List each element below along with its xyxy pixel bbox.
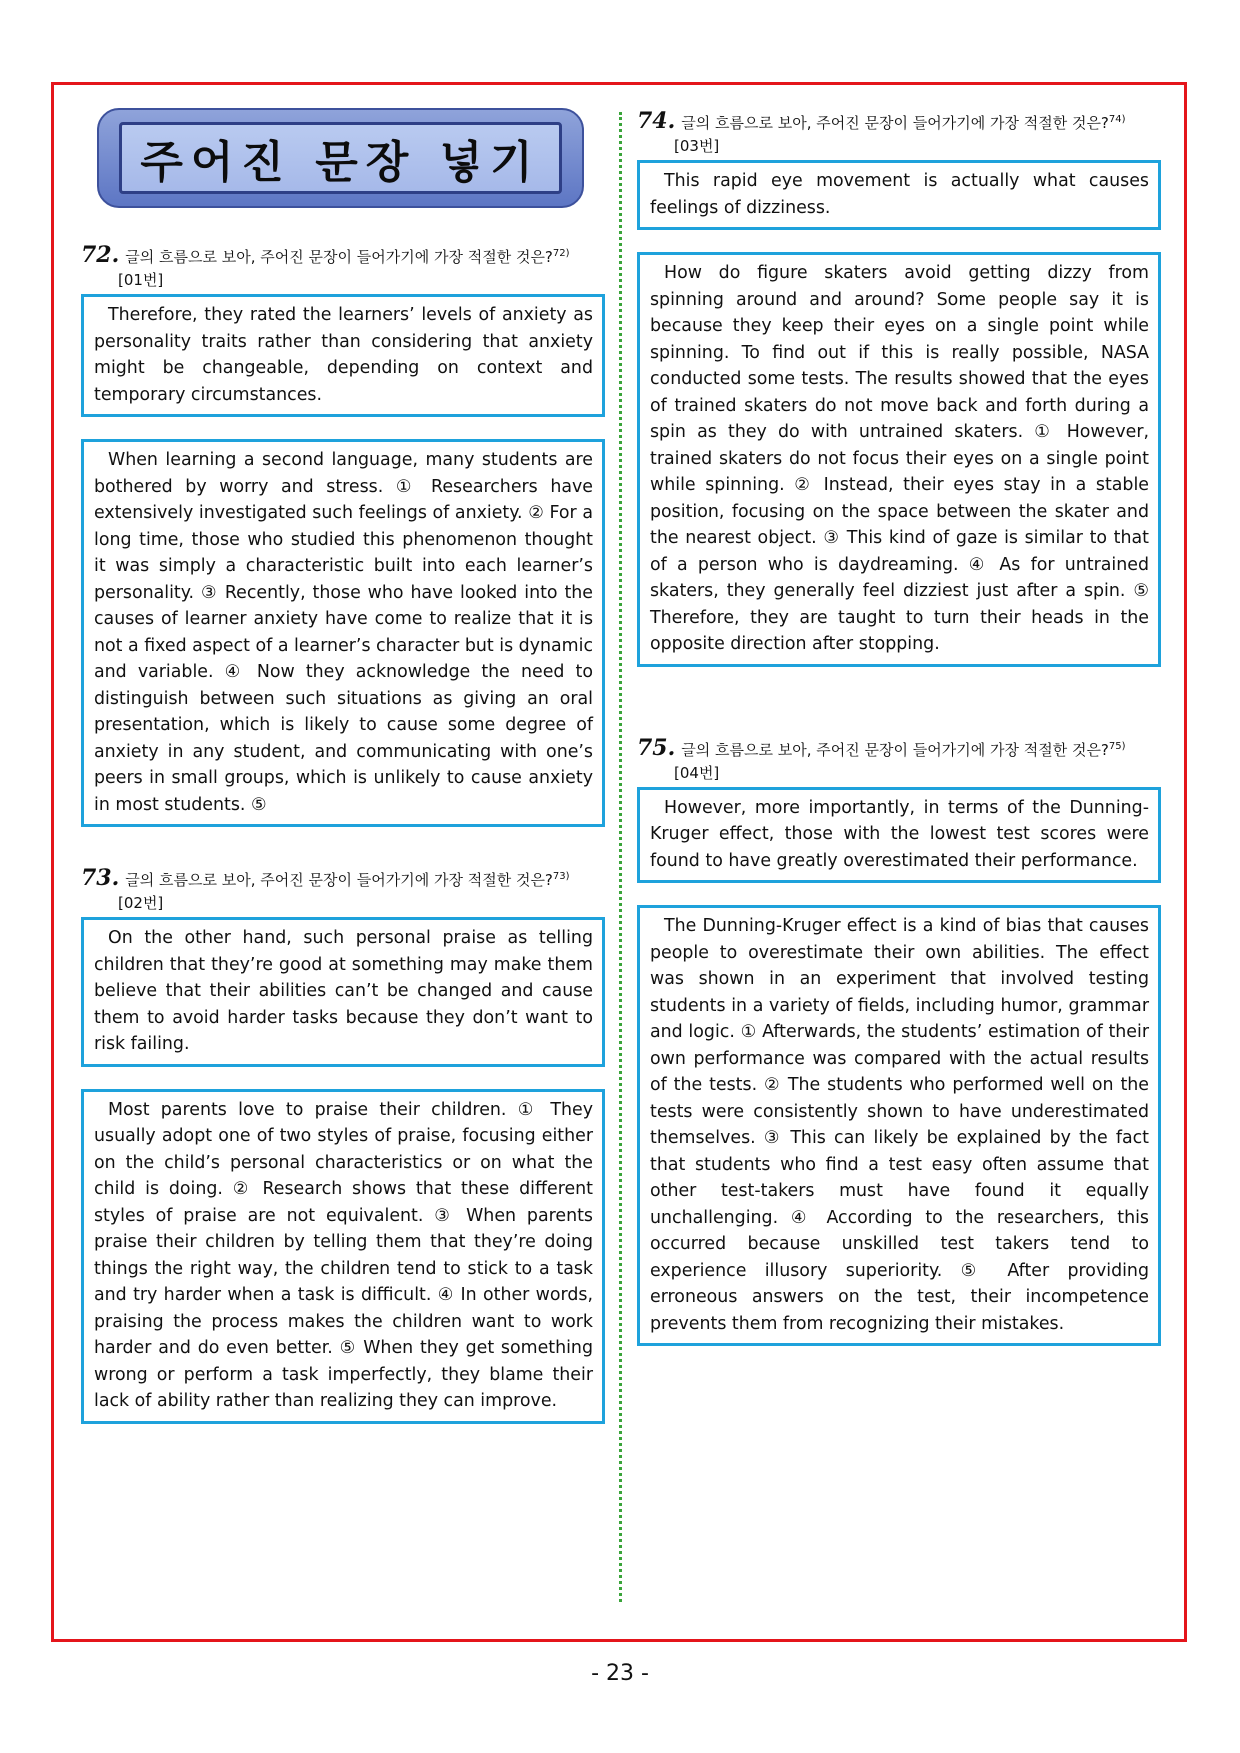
question-number: 74.: [637, 108, 676, 134]
question-prompt: 글의 흐름으로 보아, 주어진 문장이 들어가기에 가장 적절한 것은?$^{72)}$: [125, 248, 570, 266]
question-73: [81, 865, 605, 1424]
question-prompt: 글의 흐름으로 보아, 주어진 문장이 들어가기에 가장 적절한 것은?$^{74)}$: [681, 114, 1126, 132]
footnote-marker: 72): [552, 248, 570, 259]
left-column: [81, 108, 605, 1424]
question-72: [81, 242, 605, 827]
footnote-marker: 73): [552, 871, 570, 882]
footnote-marker: 74): [1108, 114, 1126, 125]
right-column: [637, 108, 1161, 1346]
page-number: - 23 -: [591, 1661, 649, 1686]
column-divider: [619, 112, 622, 1602]
question-number: 73.: [81, 865, 120, 891]
question-header: [81, 865, 605, 913]
given-sentence-box: However, more importantly, in terms of the Dunning-Kruger effect, those with the lowest test scores were found to have greatly overestimated their performance.: [637, 787, 1161, 884]
question-prompt: 글의 흐름으로 보아, 주어진 문장이 들어가기에 가장 적절한 것은?$^{75)}$: [681, 740, 1126, 759]
question-header: [81, 242, 605, 290]
question-prompt: 글의 흐름으로 보아, 주어진 문장이 들어가기에 가장 적절한 것은?$^{73)}$: [125, 871, 570, 889]
footnote-marker: 75): [1108, 740, 1126, 752]
question-source: [01번]: [118, 271, 164, 289]
passage-box: When learning a second language, many students are bothered by worry and stress. ① Researchers have extensively investigated such feelings of anxiety. ② For a long time, those who studied this phenomenon thought it was simply a characteristic built into each learner’s personality. ③ Recently, those who have looked into the causes of learner anxiety have come to realize that it is not a fixed aspect of a learner’s character but is dynamic and variable. ④ Now they acknowledge the need to distinguish between such situations as giving an oral presentation, which is likely to cause some degree of anxiety in any student, and communicating with one’s peers in small groups, which is unlikely to cause anxiety in most students. ⑤: [81, 439, 605, 827]
section-title-panel: [119, 122, 562, 194]
passage-box: Most parents love to praise their children. ① They usually adopt one of two styles of praise, focusing either on the child’s personal characteristics or on what the child is doing. ② Research shows that these different styles of praise are not equivalent. ③ When parents praise their children by telling them that they’re doing things the right way, the children tend to stick to a task and try harder when a task is difficult. ④ In other words, praising the process makes the children want to work harder and do even better. ⑤ When they get something wrong or perform a task imperfectly, they blame their lack of ability rather than realizing they can improve.: [81, 1089, 605, 1424]
question-74: [637, 108, 1161, 667]
question-number: 72.: [81, 242, 120, 268]
passage-box: How do figure skaters avoid getting dizzy from spinning around and around? Some people say it is because they keep their eyes on a single point while spinning. To find out if this is really possible, NASA conducted some tests. The results showed that the eyes of trained skaters do not move back and forth during a spin as they do with untrained skaters. ① However, trained skaters do not focus their eyes on a single point while spinning. ② Instead, their eyes stay in a stable position, focusing on the space between the skater and the nearest object. ③ This kind of gaze is similar to that of a person who is daydreaming. ④ As for untrained skaters, they generally feel dizziest just after a spin. ⑤ Therefore, they are taught to turn their heads in the opposite direction after stopping.: [637, 252, 1161, 667]
given-sentence-box: This rapid eye movement is actually what causes feelings of dizziness.: [637, 160, 1161, 230]
question-75: [637, 735, 1161, 1347]
given-sentence-box: Therefore, they rated the learners’ levels of anxiety as personality traits rather than considering that anxiety might be changeable, depending on context and temporary circumstances.: [81, 294, 605, 417]
question-header: [637, 735, 1161, 783]
question-number: 75.: [637, 734, 676, 761]
given-sentence-box: On the other hand, such personal praise as telling children that they’re good at something may make them believe that their abilities can’t be changed and cause them to avoid harder tasks because they don’t want to risk failing.: [81, 917, 605, 1067]
question-source: [04번]: [674, 763, 720, 782]
passage-box: The Dunning-Kruger effect is a kind of bias that causes people to overestimate their own abilities. The effect was shown in an experiment that involved testing students in a variety of fields, including humor, grammar and logic. ① Afterwards, the students’ estimation of their own performance was compared with the actual results of the tests. ② The students who performed well on the tests were consistently shown to have underestimated themselves. ③ This can likely be explained by the fact that students who find a test easy often assume that other test-takers must have found it equally unchallenging. ④ According to the researchers, this occurred because unskilled test takers tend to experience illusory superiority. ⑤ After providing erroneous answers on the test, their incompetence prevents them from recognizing their mistakes.: [637, 905, 1161, 1346]
section-title-banner: [97, 108, 584, 208]
question-source: [03번]: [674, 137, 720, 155]
question-header: [637, 108, 1161, 156]
section-title: 주어진 문장 넣기: [140, 137, 541, 188]
question-source: [02번]: [118, 894, 164, 912]
